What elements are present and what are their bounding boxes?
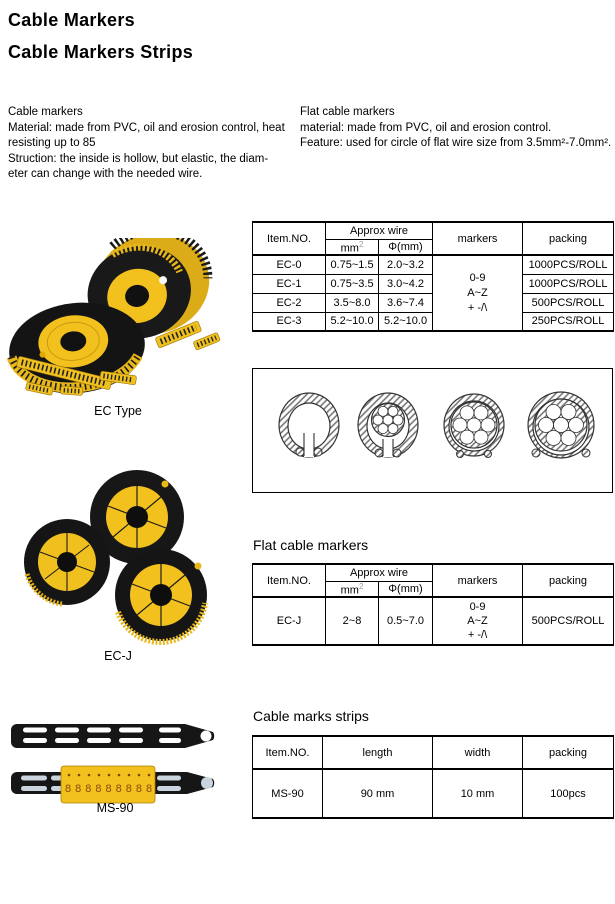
intro-right-heading: Flat cable markers	[300, 106, 395, 118]
markers-line: A~Z	[467, 615, 488, 628]
cell-phi: 0.5~7.0	[379, 597, 433, 645]
mm2-superscript: 2	[358, 239, 364, 249]
table-header-row	[253, 736, 614, 769]
ec-j-reels-photo	[12, 462, 222, 647]
table-header-row	[253, 222, 614, 239]
sleeve-digits: 888888888	[65, 783, 157, 795]
flat-section-heading: Flat cable markers	[253, 537, 369, 553]
ec-type-label: EC Type	[94, 404, 142, 418]
cell-mm2: 2~8	[326, 597, 379, 645]
col-header-approx-wire: Approx wire	[326, 564, 433, 581]
cell-item: MS-90	[253, 769, 323, 818]
intro-cable-markers	[8, 105, 283, 183]
reel-right	[115, 549, 207, 642]
col-header-item: Item.NO.	[253, 564, 326, 597]
cell-packing: 1000PCS/ROLL	[523, 274, 614, 293]
cell-phi: 2.0~3.2	[379, 255, 433, 274]
markers-line: 0-9	[469, 601, 486, 614]
cross-section-empty	[279, 393, 339, 457]
ec-j-label: EC-J	[104, 649, 132, 663]
col-header-packing: packing	[523, 222, 614, 255]
mm2-superscript: 2	[358, 581, 364, 591]
cell-phi: 5.2~10.0	[379, 312, 433, 331]
col-header-markers: markers	[433, 222, 523, 255]
col-header-approx-wire: Approx wire	[326, 222, 433, 239]
table-row	[253, 255, 614, 274]
flat-spec-table	[252, 563, 614, 646]
strip-bottom	[11, 766, 214, 803]
col-header-markers: markers	[433, 564, 523, 597]
col-header-mm2	[326, 581, 379, 597]
cell-item: EC-J	[253, 597, 326, 645]
cross-section-diagram	[252, 368, 613, 493]
cell-packing: 100pcs	[523, 769, 614, 818]
cell-item: EC-1	[253, 274, 326, 293]
mm2-label: mm	[340, 242, 359, 255]
intro-left-line: resisting up to 85	[8, 137, 96, 149]
markers-line: + -/\	[467, 301, 488, 314]
reel-left	[24, 519, 110, 605]
cell-item: EC-0	[253, 255, 326, 274]
cell-packing: 500PCS/ROLL	[523, 293, 614, 312]
mm2-label: mm	[340, 584, 359, 597]
cross-section-drawings	[253, 369, 612, 492]
table-row	[253, 769, 614, 818]
cell-mm2: 3.5~8.0	[326, 293, 379, 312]
col-header-mm2	[326, 239, 379, 255]
cell-width: 10 mm	[433, 769, 523, 818]
cross-section-large-wire	[528, 392, 594, 458]
cell-phi: 3.0~4.2	[379, 274, 433, 293]
intro-left-line: Material: made from PVC, oil and erosion control, heat	[8, 121, 285, 134]
cell-mm2: 0.75~3.5	[326, 274, 379, 293]
cell-mm2: 0.75~1.5	[326, 255, 379, 274]
markers-line: A~Z	[467, 286, 488, 299]
cell-markers	[433, 255, 523, 331]
cell-packing: 1000PCS/ROLL	[523, 255, 614, 274]
cell-length: 90 mm	[323, 769, 433, 818]
col-header-phi: Φ(mm)	[379, 239, 433, 255]
col-header-packing: packing	[523, 564, 614, 597]
intro-right-line: material: made from PVC, oil and erosion control.	[300, 121, 552, 134]
intro-left-line: eter can change with the needed wire.	[8, 168, 203, 180]
cell-item: EC-3	[253, 312, 326, 331]
intro-flat-cable-markers	[300, 105, 612, 152]
markers-line: 0-9	[469, 271, 486, 284]
ec-type-reels-photo	[5, 238, 235, 403]
col-header-item: Item.NO.	[253, 222, 326, 255]
strip-top	[11, 724, 214, 748]
strips-section-heading: Cable marks strips	[253, 708, 369, 724]
cell-mm2: 5.2~10.0	[326, 312, 379, 331]
cell-item: EC-2	[253, 293, 326, 312]
table-header-row	[253, 564, 614, 581]
cell-packing: 500PCS/ROLL	[523, 597, 614, 645]
intro-right-line: Feature: used for circle of flat wire size from 3.5mm²-7.0mm².	[300, 137, 612, 149]
ec-spec-table	[252, 221, 614, 332]
intro-left-heading: Cable markers	[8, 106, 83, 118]
ms-90-label: MS-90	[96, 801, 134, 815]
page-title: Cable Markers	[8, 10, 135, 30]
markers-line: + -/\	[467, 629, 488, 642]
table-row	[253, 597, 614, 645]
col-header-width: width	[433, 736, 523, 769]
cell-markers	[433, 597, 523, 645]
cell-packing: 250PCS/ROLL	[523, 312, 614, 331]
col-header-length: length	[323, 736, 433, 769]
col-header-item: Item.NO.	[253, 736, 323, 769]
col-header-packing: packing	[523, 736, 614, 769]
strips-spec-table	[252, 735, 614, 819]
col-header-phi: Φ(mm)	[379, 581, 433, 597]
intro-left-line: Struction: the inside is hollow, but elastic, the diam-	[8, 152, 269, 165]
cross-section-small-wire	[358, 393, 418, 457]
ms-90-strips-photo	[3, 713, 225, 805]
page-subtitle: Cable Markers Strips	[8, 42, 194, 62]
cross-section-medium-wire	[444, 394, 504, 458]
cell-phi: 3.6~7.4	[379, 293, 433, 312]
